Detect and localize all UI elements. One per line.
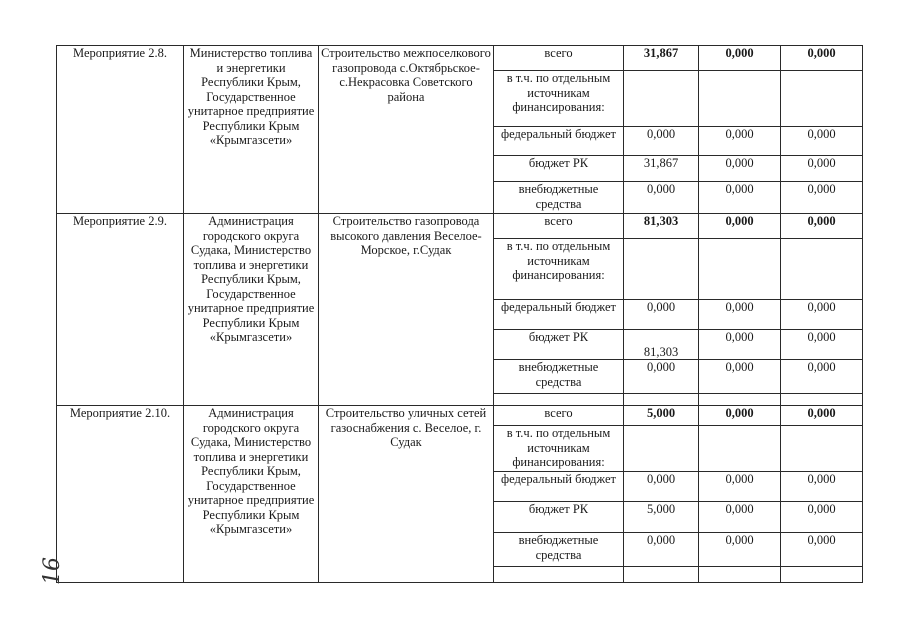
- spacer-cell: [781, 567, 863, 583]
- value-cell: [624, 71, 699, 127]
- value-cell: 0,000: [699, 502, 781, 533]
- value-cell: 0,000: [624, 300, 699, 330]
- value-cell: [624, 239, 699, 300]
- value-cell: 0,000: [624, 360, 699, 394]
- object-cell: Строительство газопровода высокого давления Веселое-Морское, г.Судак: [319, 214, 494, 406]
- event-cell: Мероприятие 2.10.: [57, 406, 184, 583]
- value-cell: 0,000: [699, 127, 781, 156]
- executor-cell: Министерство топлива и энергетики Республики Крым, Государственное унитарное предприятие Республики Крым «Крымгазсети»: [184, 46, 319, 214]
- source-label: всего: [494, 46, 624, 71]
- event-cell: Мероприятие 2.8.: [57, 46, 184, 214]
- value-cell: [699, 239, 781, 300]
- value-cell: 0,000: [624, 182, 699, 214]
- value-cell: 0,000: [781, 127, 863, 156]
- object-cell: Строительство уличных сетей газоснабжения с. Веселое, г. Судак: [319, 406, 494, 583]
- source-label: в т.ч. по отдельным источникам финансирования:: [494, 239, 624, 300]
- source-label: бюджет РК: [494, 330, 624, 360]
- page-number: 16: [40, 557, 65, 585]
- value-cell: 31,867: [624, 46, 699, 71]
- spacer-cell: [781, 394, 863, 406]
- value-cell: 5,000: [624, 406, 699, 426]
- value-cell: 0,000: [781, 214, 863, 239]
- value-cell: 0,000: [781, 502, 863, 533]
- source-label: федеральный бюджет: [494, 300, 624, 330]
- value-cell: 0,000: [699, 300, 781, 330]
- source-label: федеральный бюджет: [494, 127, 624, 156]
- spacer-cell: [624, 394, 699, 406]
- spacer-cell: [699, 567, 781, 583]
- value-cell: 0,000: [699, 406, 781, 426]
- source-label: внебюджетные средства: [494, 360, 624, 394]
- value-cell: 0,000: [699, 182, 781, 214]
- source-label: федеральный бюджет: [494, 472, 624, 502]
- value-cell: 0,000: [699, 46, 781, 71]
- value-cell: 0,000: [781, 182, 863, 214]
- value-cell: 31,867: [624, 156, 699, 182]
- value-cell: 0,000: [699, 330, 781, 360]
- source-label: всего: [494, 406, 624, 426]
- source-label: в т.ч. по отдельным источникам финансирования:: [494, 426, 624, 472]
- value-cell: 0,000: [781, 533, 863, 567]
- source-label: бюджет РК: [494, 502, 624, 533]
- value-cell: 0,000: [781, 360, 863, 394]
- value-cell: 0,000: [699, 156, 781, 182]
- table-row: [57, 214, 863, 239]
- value-cell: [624, 426, 699, 472]
- value-cell: [781, 426, 863, 472]
- value-cell: 0,000: [781, 406, 863, 426]
- value-cell: 81,303: [624, 214, 699, 239]
- value-cell: 0,000: [699, 214, 781, 239]
- executor-cell: Администрация городского округа Судака, Министерство топлива и энергетики Республики Крым, Государственное унитарное предприятие Республики Крым «Крымгазсети»: [184, 406, 319, 583]
- spacer-cell: [624, 567, 699, 583]
- value-cell: [699, 426, 781, 472]
- source-label: внебюджетные средства: [494, 182, 624, 214]
- value-cell: 0,000: [699, 533, 781, 567]
- value-cell: [781, 239, 863, 300]
- source-label: бюджет РК: [494, 156, 624, 182]
- executor-cell: Администрация городского округа Судака, Министерство топлива и энергетики Республики Крым, Государственное унитарное предприятие Республики Крым «Крымгазсети»: [184, 214, 319, 406]
- value-cell: 0,000: [781, 472, 863, 502]
- value-cell: 0,000: [699, 360, 781, 394]
- value-cell: 0,000: [699, 472, 781, 502]
- value-cell: 0,000: [781, 156, 863, 182]
- value-cell: 81,303: [624, 330, 699, 360]
- event-cell: Мероприятие 2.9.: [57, 214, 184, 406]
- funding-table: [56, 45, 863, 583]
- spacer-cell: [494, 394, 624, 406]
- spacer-cell: [699, 394, 781, 406]
- table-row: [57, 406, 863, 426]
- value-cell: 0,000: [624, 127, 699, 156]
- value-cell: 0,000: [781, 330, 863, 360]
- source-label: в т.ч. по отдельным источникам финансирования:: [494, 71, 624, 127]
- value-cell: 5,000: [624, 502, 699, 533]
- table-row: [57, 46, 863, 71]
- spacer-cell: [494, 567, 624, 583]
- value-cell: 0,000: [624, 533, 699, 567]
- source-label: внебюджетные средства: [494, 533, 624, 567]
- value-cell: [699, 71, 781, 127]
- source-label: всего: [494, 214, 624, 239]
- value-cell: 0,000: [781, 46, 863, 71]
- object-cell: Строительство межпоселкового газопровода с.Октябрьское-с.Некрасовка Советского района: [319, 46, 494, 214]
- value-cell: 0,000: [781, 300, 863, 330]
- value-cell: [781, 71, 863, 127]
- value-cell: 0,000: [624, 472, 699, 502]
